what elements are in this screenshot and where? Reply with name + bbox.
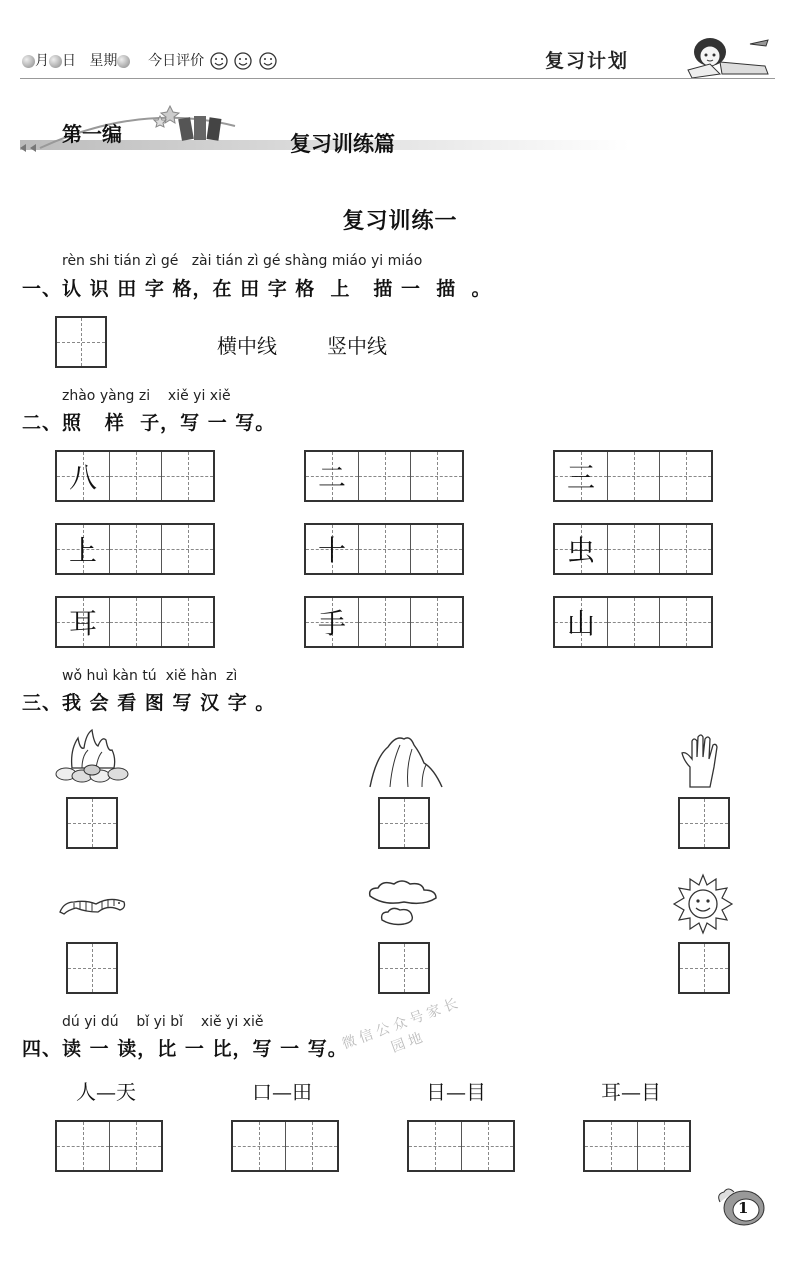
compare-pair: 口—田: [252, 1080, 312, 1104]
smiley-icon: [233, 51, 253, 71]
model-character: 上: [68, 534, 97, 567]
smiley-icon: [258, 51, 278, 71]
writing-grid[interactable]: [231, 1120, 339, 1172]
copy-grid-row[interactable]: [553, 450, 713, 502]
evaluation-label: 今日评价: [148, 53, 205, 69]
compare-pair: 日—目: [426, 1080, 486, 1104]
answer-box[interactable]: [378, 797, 430, 849]
banner-part: 第一编: [62, 122, 122, 146]
model-character: 八: [68, 461, 97, 494]
banner-section: 复习训练篇: [290, 131, 395, 156]
writing-grid[interactable]: [407, 1120, 515, 1172]
answer-box[interactable]: [678, 942, 730, 994]
q2-pinyin: zhào yàng zi xiě yi xiě: [62, 388, 231, 404]
q1-instruction: 一、认 识 田 字 格，在 田 字 格 上 描 一 描 。: [22, 278, 492, 300]
reading-girl-icon: [680, 30, 775, 82]
compare-pair: 人—天: [76, 1080, 136, 1104]
hand-icon: [680, 731, 725, 791]
q2-instruction: 二、照 样 子，写 一 写。: [22, 412, 276, 434]
vertical-midline-label: 竖中线: [327, 334, 387, 358]
header-rule: [20, 78, 775, 79]
page-title: 复习训练一: [342, 208, 458, 234]
writing-grid[interactable]: [583, 1120, 691, 1172]
q3-instruction: 三、我 会 看 图 写 汉 字 。: [22, 692, 276, 714]
model-character: 虫: [566, 534, 595, 567]
copy-grid-row[interactable]: [304, 523, 464, 575]
q3-pinyin: wǒ huì kàn tú xiě hàn zì: [62, 668, 238, 684]
copy-grid-row[interactable]: [304, 596, 464, 648]
day-blank: [49, 55, 62, 68]
horizontal-midline-label: 横中线: [217, 334, 277, 358]
cloud-icon: [364, 878, 442, 928]
q1-pinyin: rèn shi tián zì gé zài tián zì gé shàng miáo yi miáo: [62, 253, 423, 269]
model-character: 十: [317, 534, 346, 567]
answer-box[interactable]: [678, 797, 730, 849]
month-label: 月: [35, 53, 49, 69]
model-character: 耳: [68, 607, 97, 640]
copy-grid-row[interactable]: [55, 450, 215, 502]
q1-tianzige-sample: [55, 316, 107, 368]
date-line: [22, 50, 278, 71]
month-blank: [22, 55, 35, 68]
q4-pinyin: dú yi dú bǐ yi bǐ xiě yi xiě: [62, 1014, 264, 1030]
copy-grid-row[interactable]: [55, 523, 215, 575]
sun-icon: [672, 873, 734, 935]
weekday-label: 星期: [89, 53, 118, 69]
copy-grid-row[interactable]: [304, 450, 464, 502]
answer-box[interactable]: [66, 942, 118, 994]
day-label: 日: [62, 53, 76, 69]
q4-instruction: 四、读 一 读，比 一 比，写 一 写。: [22, 1038, 348, 1060]
model-character: 手: [317, 607, 346, 640]
watermark-text: 微信公众号家长园地: [339, 994, 464, 1057]
worm-icon: [56, 892, 128, 918]
copy-grid-row[interactable]: [55, 596, 215, 648]
model-character: 二: [317, 461, 346, 494]
model-character: 三: [566, 461, 595, 494]
copy-grid-row[interactable]: [553, 596, 713, 648]
smiley-icon: [209, 51, 229, 71]
mountain-icon: [366, 733, 446, 788]
model-character: 山: [566, 607, 595, 640]
review-plan-badge: 复习计划: [545, 50, 630, 72]
weekday-blank: [117, 55, 130, 68]
compare-pair: 耳—目: [601, 1080, 661, 1104]
copy-grid-row[interactable]: [553, 523, 713, 575]
fire-icon: [52, 728, 132, 786]
writing-grid[interactable]: [55, 1120, 163, 1172]
page-number: 1: [738, 1199, 749, 1217]
answer-box[interactable]: [66, 797, 118, 849]
